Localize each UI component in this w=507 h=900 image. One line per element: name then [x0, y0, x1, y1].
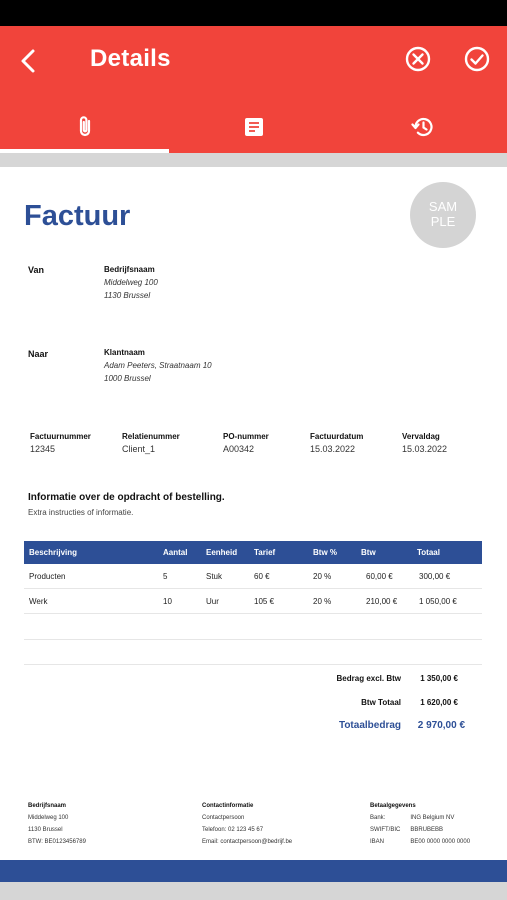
status-bar — [0, 0, 507, 26]
table-row-divider — [24, 639, 482, 640]
from-street: Middelweg 100 — [104, 278, 158, 287]
cell-quantity: 10 — [163, 597, 172, 606]
col-rate: Tarief — [254, 548, 276, 557]
meta-value: 15.03.2022 — [402, 444, 448, 454]
footer-company-city: 1130 Brussel — [28, 827, 63, 833]
cell-description: Producten — [29, 572, 66, 581]
table-row-divider — [24, 664, 482, 665]
confirm-button[interactable] — [464, 46, 490, 72]
subtotal-label: Bedrag excl. Btw — [336, 674, 401, 683]
cell-vat-percent: 20 % — [313, 572, 332, 581]
from-label: Van — [28, 265, 45, 275]
meta-label: Relatienummer — [122, 432, 180, 441]
history-icon — [411, 115, 435, 139]
app-bar — [0, 26, 507, 153]
background — [0, 882, 507, 900]
meta-label: PO-nummer — [223, 432, 269, 441]
cell-vat: 60,00 € — [366, 572, 393, 581]
vat-total-value: 1 620,00 € — [420, 698, 458, 707]
from-company: Bedrijfsnaam — [104, 265, 155, 274]
footer-contact-title: Contactinformatie — [202, 803, 254, 809]
cell-vat-percent: 20 % — [313, 597, 332, 606]
tab-history[interactable] — [338, 106, 507, 148]
meta-label: Vervaldag — [402, 432, 440, 441]
col-description: Beschrijving — [29, 548, 78, 557]
table-row — [24, 590, 482, 614]
cell-quantity: 5 — [163, 572, 168, 581]
payment-details — [370, 812, 480, 848]
sample-stamp: SAM PLE — [410, 182, 476, 248]
meta-label: Factuurdatum — [310, 432, 364, 441]
info-title: Informatie over de opdracht of bestelling. — [28, 492, 225, 503]
subtotal-value: 1 350,00 € — [420, 674, 458, 683]
back-button[interactable] — [16, 48, 42, 74]
cell-vat: 210,00 € — [366, 597, 398, 606]
invoice-title: Factuur — [24, 200, 131, 232]
col-unit: Eenheid — [206, 548, 238, 557]
document-footer-bar — [0, 860, 507, 882]
meta-value: Client_1 — [122, 444, 156, 454]
page-title: Details — [90, 45, 171, 72]
col-total: Totaal — [417, 548, 440, 557]
invoice-document[interactable] — [0, 167, 507, 860]
chevron-left-icon — [16, 48, 42, 74]
vat-total-label: Btw Totaal — [361, 698, 401, 707]
footer-company-title: Bedrijfsnaam — [28, 803, 67, 809]
table-row — [24, 565, 482, 589]
footer-contact-phone: Telefoon: 02 123 45 67 — [202, 827, 264, 833]
due-date — [402, 431, 447, 455]
footer-company-street: Middelweg 100 — [28, 815, 69, 821]
meta-value: 15.03.2022 — [310, 444, 356, 454]
cell-unit: Stuk — [206, 572, 223, 581]
table-header — [24, 541, 482, 564]
tab-details[interactable] — [169, 106, 338, 148]
meta-label: Factuurnummer — [30, 432, 91, 441]
footer-payment — [370, 800, 480, 848]
divider — [0, 153, 507, 167]
cell-total: 1 050,00 € — [419, 597, 457, 606]
meta-value: 12345 — [30, 444, 56, 454]
footer-contact — [202, 800, 292, 848]
close-circle-icon — [405, 46, 431, 72]
payment-value: BE00 0000 0000 0000 — [410, 839, 471, 845]
to-label: Naar — [28, 349, 49, 359]
payment-value: BBRUBEBB — [410, 827, 444, 833]
payment-value: ING Belgium NV — [410, 815, 455, 821]
col-quantity: Aantal — [163, 548, 188, 557]
cell-description: Werk — [29, 597, 48, 606]
cell-rate: 60 € — [254, 572, 270, 581]
to-client: Klantnaam — [104, 348, 145, 357]
po-number — [223, 431, 269, 455]
invoice-number — [30, 431, 91, 455]
grand-total-value: 2 970,00 € — [417, 720, 465, 731]
cell-rate: 105 € — [254, 597, 275, 606]
invoice-date — [310, 431, 363, 455]
footer-contact-person: Contactpersoon — [202, 815, 245, 821]
footer-contact-email: Email: contactpersoon@bedrijf.be — [202, 839, 293, 845]
payment-key: Bank: — [370, 815, 386, 821]
from-city: 1130 Brussel — [104, 291, 151, 300]
grand-total-label: Totaalbedrag — [338, 720, 401, 731]
info-subtitle: Extra instructies of informatie. — [28, 508, 134, 517]
col-vat: Btw — [361, 548, 376, 557]
paperclip-icon — [73, 115, 97, 139]
cell-unit: Uur — [206, 597, 219, 606]
to-city: 1000 Brussel — [104, 374, 151, 383]
col-vat-percent: Btw % — [313, 548, 337, 557]
footer-payment-title: Betaalgegevens — [370, 803, 416, 809]
footer-company — [28, 800, 86, 848]
relation-number — [122, 431, 180, 455]
document-icon — [242, 115, 266, 139]
meta-value: A00342 — [223, 444, 255, 454]
from-address — [104, 263, 158, 302]
payment-key: IBAN — [370, 839, 385, 845]
tab-attachments[interactable] — [0, 106, 169, 148]
to-street: Adam Peeters, Straatnaam 10 — [104, 361, 212, 370]
check-circle-icon — [464, 46, 490, 72]
footer-company-vat: BTW: BE0123456789 — [28, 839, 86, 845]
to-address — [104, 346, 212, 385]
cell-total: 300,00 € — [419, 572, 451, 581]
payment-key: SWIFT/BIC — [370, 827, 401, 833]
cancel-button[interactable] — [405, 46, 431, 72]
